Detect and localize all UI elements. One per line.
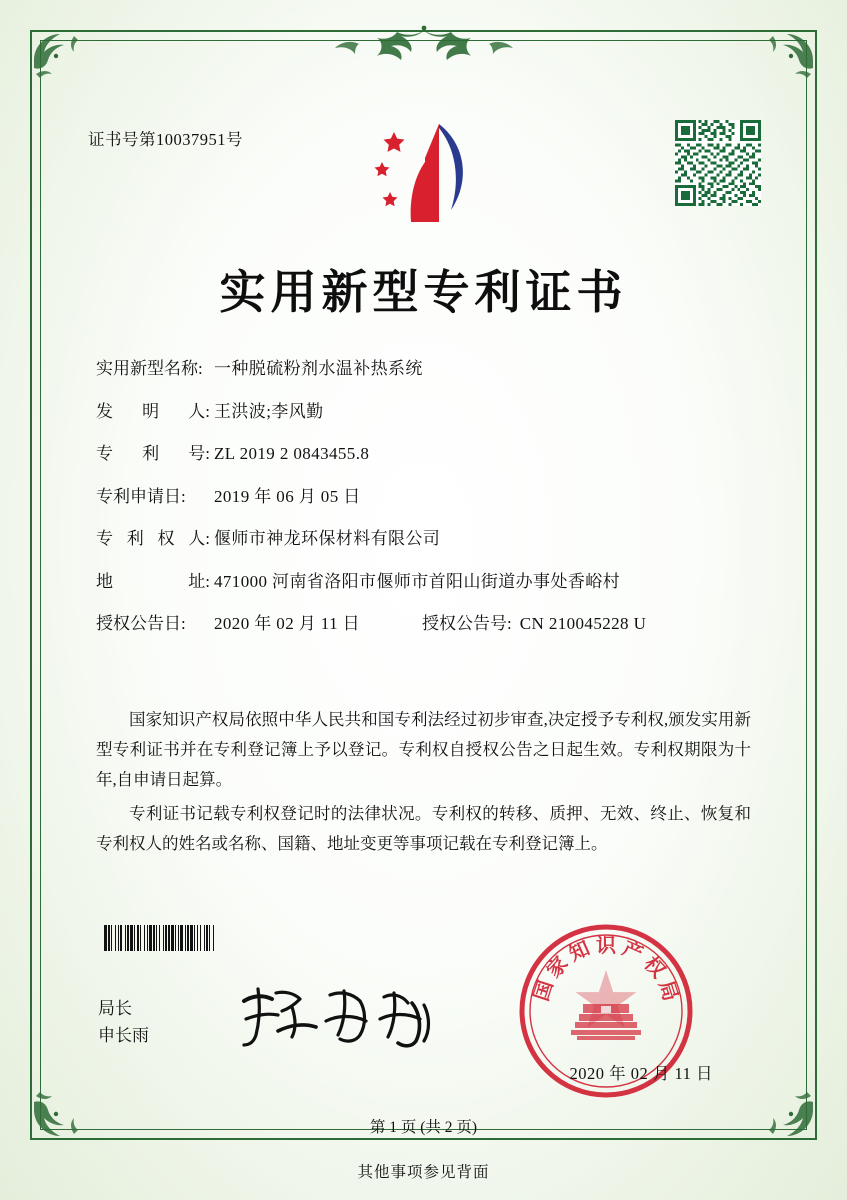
field-label: 实用新型名称:	[96, 359, 203, 378]
field-value-patentee: 偃师市神龙环保材料有限公司	[214, 529, 441, 548]
field-value-utility-model-name: 一种脱硫粉剂水温补热系统	[214, 359, 423, 378]
field-label-char: 号:	[188, 444, 210, 463]
handwritten-signature-icon	[234, 975, 444, 1055]
field-row-patent-number	[96, 445, 751, 462]
legal-text	[96, 705, 751, 863]
svg-text:国: 国	[530, 978, 558, 1004]
svg-text:产: 产	[618, 937, 647, 966]
field-row-application-date	[96, 488, 751, 505]
field-label	[96, 573, 214, 590]
field-label	[96, 403, 214, 420]
field-label-char: 人:	[188, 401, 210, 421]
certificate-fields	[96, 360, 751, 658]
field-row-grant-announcement	[96, 615, 751, 632]
barcode	[104, 925, 326, 951]
field-label-char: 专	[96, 444, 113, 463]
svg-text:知: 知	[565, 937, 594, 966]
field-value-patent-number: ZL 2019 2 0843455.8	[214, 444, 370, 463]
field-label	[96, 530, 214, 547]
paragraph-1: 国家知识产权局依照中华人民共和国专利法经过初步审查,决定授予专利权,颁发实用新型专利证书并在专利登记簿上予以登记。专利权自授权公告之日起生效。专利权期限为十年,自申请日起算。	[96, 710, 751, 789]
field-value-application-date: 2019 年 06 月 05 日	[214, 486, 361, 506]
signature-block	[98, 995, 149, 1049]
svg-text:家: 家	[542, 952, 573, 983]
field-label-char: 发	[96, 401, 113, 421]
field-label-char: 明	[142, 401, 160, 421]
field-row-patentee	[96, 530, 751, 547]
field-label-grant-date: 授权公告日:	[96, 614, 186, 633]
cnipa-logo-icon	[365, 118, 485, 230]
field-label-announcement-no: 授权公告号:	[422, 614, 512, 633]
field-label-char: 址:	[188, 571, 210, 591]
footer-note: 其他事项参见背面	[357, 1164, 490, 1181]
field-label-char: 利	[126, 529, 144, 548]
svg-text:权: 权	[639, 952, 670, 983]
seal-date: 2020 年 02 月 11 日	[569, 1064, 713, 1083]
field-value-inventor: 王洪波;李风勤	[214, 401, 324, 421]
field-value-announcement-no: CN 210045228 U	[519, 614, 647, 633]
signature-role: 局长	[98, 999, 132, 1018]
field-label-char: 专	[96, 529, 113, 548]
page-number: 第 1 页 (共 2 页)	[369, 1119, 478, 1136]
field-row-inventor	[96, 403, 751, 420]
field-row-address	[96, 573, 751, 590]
field-value-address: 471000 河南省洛阳市偃师市首阳山街道办事处香峪村	[214, 571, 621, 591]
field-label: 专利申请日:	[96, 486, 186, 506]
qr-code	[675, 120, 761, 206]
field-label-char: 地	[96, 571, 113, 591]
field-label	[96, 445, 214, 462]
page-title: 实用新型专利证书	[219, 267, 628, 318]
svg-text:局: 局	[654, 978, 682, 1004]
signature-name: 申长雨	[98, 1026, 149, 1045]
header-ornament-icon	[259, 24, 589, 64]
svg-text:识: 识	[596, 935, 616, 957]
certificate-number: 证书号第10037951号	[88, 130, 243, 149]
corner-ornament-icon	[747, 26, 821, 100]
field-row-utility-model-name	[96, 360, 751, 377]
field-value-grant-date: 2020 年 02 月 11 日	[214, 614, 361, 633]
paragraph-2: 专利证书记载专利权登记时的法律状况。专利权的转移、质押、无效、终止、恢复和专利权人的姓名或名称、国籍、地址变更等事项记载在专利登记簿上。	[96, 804, 751, 853]
field-label-char: 权	[157, 529, 175, 548]
corner-ornament-icon	[26, 26, 100, 100]
field-label-char: 利	[142, 444, 160, 463]
field-label-char: 人:	[188, 529, 210, 548]
